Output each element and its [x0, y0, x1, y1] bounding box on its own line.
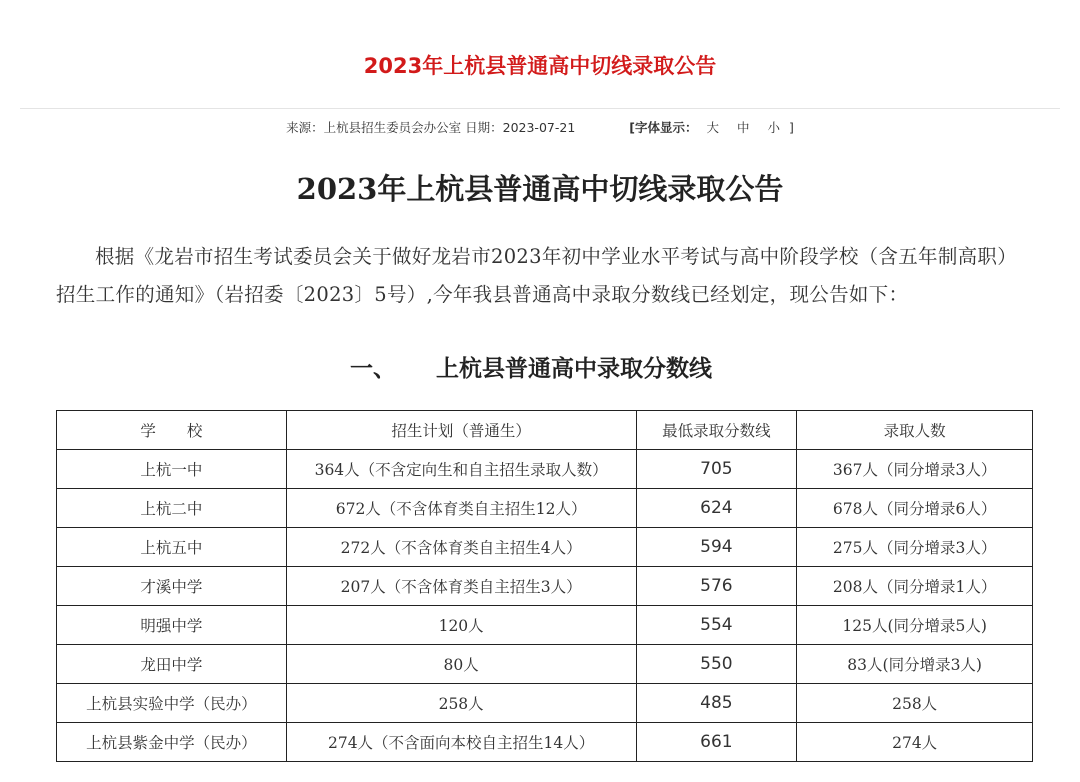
cell-score: 661 [636, 723, 797, 762]
cell-score: 594 [636, 528, 797, 567]
cell-admitted: 208人（同分增录1人） [797, 567, 1033, 606]
table-row [57, 567, 1033, 606]
table-header-row [57, 411, 1033, 450]
font-size-medium-link[interactable]: 中 [736, 120, 750, 135]
section-number: 一、 [350, 356, 396, 382]
article-meta [0, 118, 1080, 138]
section-heading [350, 349, 712, 389]
header-school: 学 校 [57, 411, 287, 450]
header-score: 最低录取分数线 [636, 411, 797, 450]
table-row [57, 489, 1033, 528]
cell-score: 624 [636, 489, 797, 528]
cell-plan: 120人 [286, 606, 636, 645]
article-title: 2023年上杭县普通高中切线录取公告 [296, 172, 784, 206]
table-row [57, 606, 1033, 645]
table-row [57, 450, 1033, 489]
page-title: 2023年上杭县普通高中切线录取公告 [363, 54, 717, 78]
cell-plan: 258人 [286, 684, 636, 723]
cell-score: 705 [636, 450, 797, 489]
cell-school: 上杭县实验中学（民办） [57, 684, 287, 723]
font-size-label: [字体显示： [629, 120, 698, 135]
cell-score: 550 [636, 645, 797, 684]
table-row [57, 528, 1033, 567]
cell-plan: 364人（不含定向生和自主招生录取人数） [286, 450, 636, 489]
cell-admitted: 258人 [797, 684, 1033, 723]
font-size-close: ] [789, 120, 794, 135]
cell-score: 554 [636, 606, 797, 645]
cell-school: 明强中学 [57, 606, 287, 645]
cell-school: 上杭县紫金中学（民办） [57, 723, 287, 762]
cell-school: 上杭二中 [57, 489, 287, 528]
cell-school: 才溪中学 [57, 567, 287, 606]
font-size-large-link[interactable]: 大 [706, 120, 719, 135]
cell-admitted: 125人(同分增录5人) [797, 606, 1033, 645]
cell-admitted: 274人 [797, 723, 1033, 762]
cell-school: 龙田中学 [57, 645, 287, 684]
table-row [57, 645, 1033, 684]
header-divider [20, 108, 1060, 109]
cell-score: 576 [636, 567, 797, 606]
date-value: 2023-07-21 [502, 120, 576, 135]
cell-school: 上杭五中 [57, 528, 287, 567]
table-row [57, 723, 1033, 762]
table-row [57, 684, 1033, 723]
cell-plan: 80人 [286, 645, 636, 684]
cell-admitted: 367人（同分增录3人） [797, 450, 1033, 489]
cell-admitted: 678人（同分增录6人） [797, 489, 1033, 528]
cell-plan: 274人（不含面向本校自主招生14人） [286, 723, 636, 762]
cell-score: 485 [636, 684, 797, 723]
source-label: 来源： [286, 120, 324, 135]
cell-plan: 272人（不含体育类自主招生4人） [286, 528, 636, 567]
section-title: 上杭县普通高中录取分数线 [436, 356, 712, 382]
cell-admitted: 83人(同分增录3人) [797, 645, 1033, 684]
admission-score-table [56, 410, 1033, 762]
source-value: 上杭县招生委员会办公室 [323, 120, 462, 135]
font-size-small-link[interactable]: 小 [767, 120, 781, 135]
header-plan: 招生计划（普通生） [286, 411, 636, 450]
cell-plan: 207人（不含体育类自主招生3人） [286, 567, 636, 606]
intro-paragraph: 根据《龙岩市招生考试委员会关于做好龙岩市2023年初中学业水平考试与高中阶段学校（含五年制高职）招生工作的通知》（岩招委〔2023〕5号）,今年我县普通高中录取分数线已经划定，现公告如下： [56, 245, 1018, 306]
date-label: 日期： [465, 120, 503, 135]
cell-school: 上杭一中 [57, 450, 287, 489]
cell-admitted: 275人（同分增录3人） [797, 528, 1033, 567]
header-admitted: 录取人数 [797, 411, 1033, 450]
cell-plan: 672人（不含体育类自主招生12人） [286, 489, 636, 528]
